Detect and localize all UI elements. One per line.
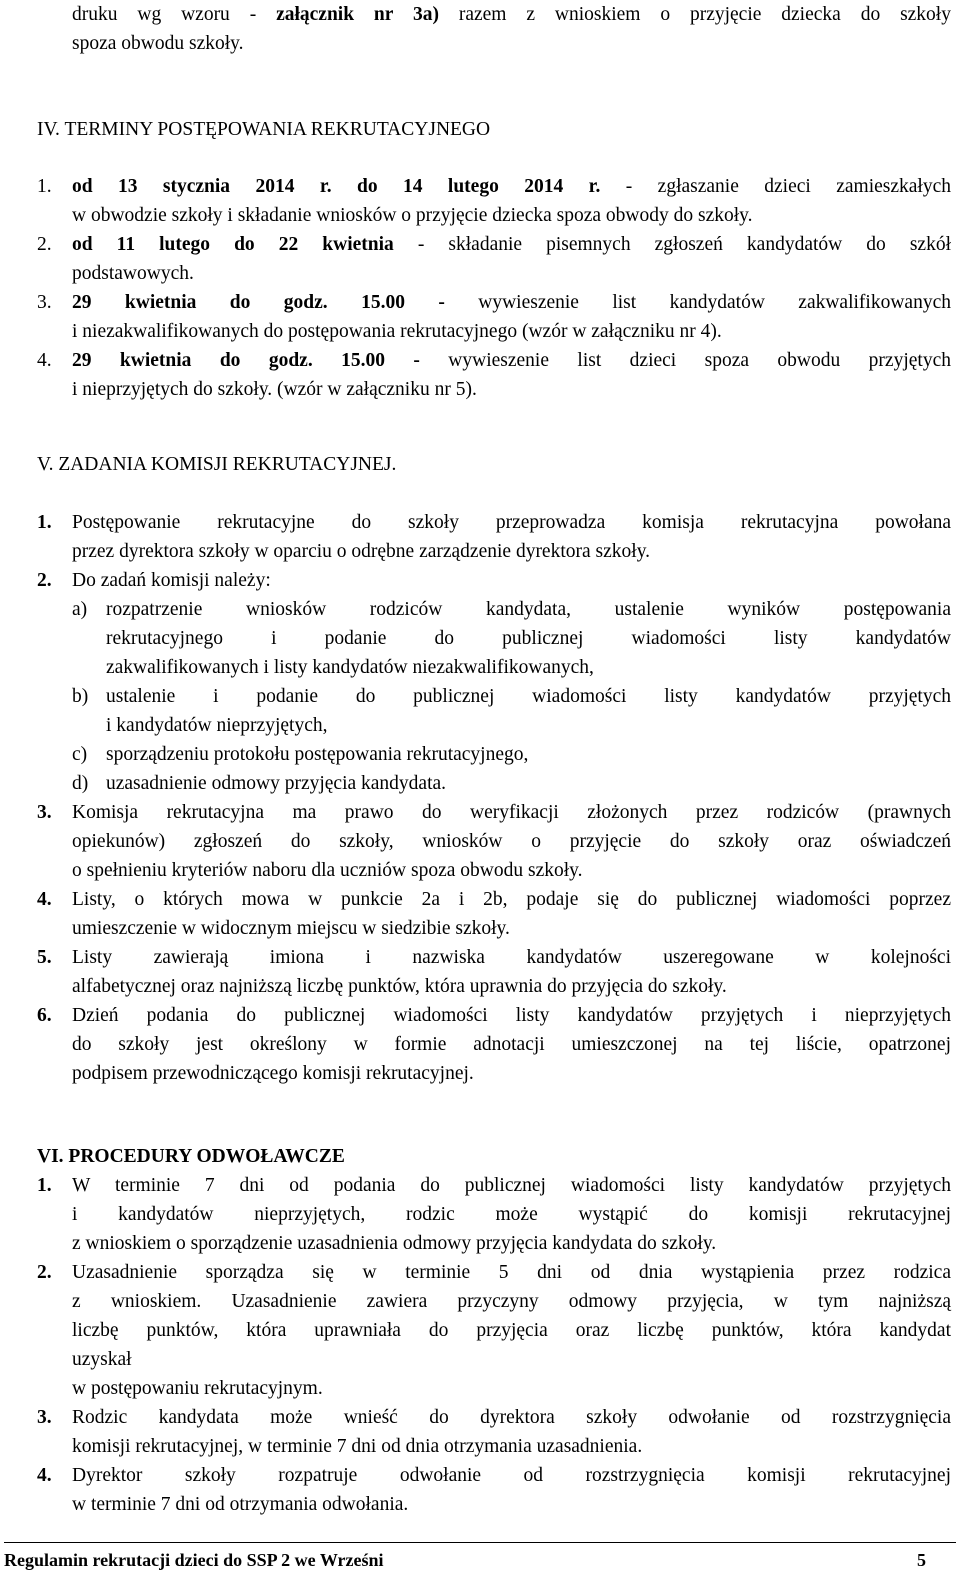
s5-item-3-line-1: Komisja rekrutacyjna ma prawo do weryfikacji złożonych przez rodziców (prawnych: [72, 802, 951, 823]
s5-item-5-line-1: Listy zawierają imiona i nazwiska kandydatów uszeregowane w kolejności: [72, 947, 951, 968]
page-number: 5: [917, 1550, 926, 1570]
s5-item-3-line-3: o spełnieniu kryteriów naboru dla uczniów spoza obwodu szkoły.: [72, 860, 583, 881]
intro-line-2: spoza obwodu szkoły.: [72, 33, 244, 54]
s6-item-3-line-2: komisji rekrutacyjnej, w terminie 7 dni od dnia otrzymania uzasadnienia.: [72, 1436, 643, 1457]
s4-item-3-line-1: 29 kwietnia do godz. 15.00 - wywieszenie list kandydatów zakwalifikowanych: [72, 292, 951, 313]
s5-sub-a-line-3: zakwalifikowanych i listy kandydatów niezakwalifikowanych,: [106, 657, 594, 678]
section-v-heading: V. ZADANIA KOMISJI REKRUTACYJNEJ.: [37, 454, 397, 475]
s5-item-5-line-2: alfabetycznej oraz najniższą liczbę punktów, która uprawnia do przyjęcia do szkoły.: [72, 976, 727, 997]
s6-item-3-line-1: Rodzic kandydata może wnieść do dyrektora szkoły odwołanie od rozstrzygnięcia: [72, 1407, 951, 1428]
s5-item-6-line-2: do szkoły jest określony w formie adnotacji umieszczonej na tej liście, opatrzonej: [72, 1034, 951, 1055]
s6-item-2-line-4: uzyskał: [72, 1349, 132, 1370]
section-vi-heading: VI. PROCEDURY ODWOŁAWCZE: [37, 1146, 345, 1167]
s6-item-2-line-2: z wnioskiem. Uzasadnienie zawiera przyczyny odmowy przyjęcia, w tym najniższą: [72, 1291, 951, 1312]
s5-sub-c-line-1: sporządzeniu protokołu postępowania rekrutacyjnego,: [106, 744, 529, 765]
s6-item-1-number: 1.: [37, 1175, 52, 1196]
s5-item-1-number: 1.: [37, 512, 52, 533]
s4-item-2-line-1: od 11 lutego do 22 kwietnia - składanie pisemnych zgłoszeń kandydatów do szkół: [72, 234, 951, 255]
s6-item-1-line-1: W terminie 7 dni od podania do publicznej wiadomości listy kandydatów przyjętych: [72, 1175, 951, 1196]
s4-item-4-line-2: i nieprzyjętych do szkoły. (wzór w załączniku nr 5).: [72, 379, 477, 400]
s6-item-3-number: 3.: [37, 1407, 52, 1428]
s6-item-2-line-3: liczbę punktów, która uprawniała do przyjęcia oraz liczbę punktów, która kandydat: [72, 1320, 951, 1341]
s5-sub-d-line-1: uzasadnienie odmowy przyjęcia kandydata.: [106, 773, 447, 794]
s5-sub-a-letter: a): [72, 599, 88, 620]
s6-item-2-number: 2.: [37, 1262, 52, 1283]
s5-item-2-line-1: Do zadań komisji należy:: [72, 570, 271, 591]
s4-item-1-line-1: od 13 stycznia 2014 r. do 14 lutego 2014 r. - zgłaszanie dzieci zamieszkałych: [72, 176, 952, 197]
s6-item-1-line-2: i kandydatów nieprzyjętych, rodzic może wystąpić do komisji rekrutacyjnej: [72, 1204, 951, 1225]
s5-item-2-number: 2.: [37, 570, 52, 591]
s4-item-3-line-2: i niezakwalifikowanych do postępowania rekrutacyjnego (wzór w załączniku nr 4).: [72, 321, 722, 342]
s4-item-2-line-2: podstawowych.: [72, 263, 194, 284]
s5-item-1-line-1: Postępowanie rekrutacyjne do szkoły przeprowadza komisja rekrutacyjna powołana: [72, 512, 951, 533]
s5-item-4-number: 4.: [37, 889, 52, 910]
s5-sub-b-line-2: i kandydatów nieprzyjętych,: [106, 715, 328, 736]
s5-item-4-line-2: umieszczenie w widocznym miejscu w siedzibie szkoły.: [72, 918, 510, 939]
s4-item-3-number: 3.: [37, 292, 52, 313]
s4-item-1-number: 1.: [37, 176, 52, 197]
s5-item-3-number: 3.: [37, 802, 52, 823]
s5-sub-a-line-1: rozpatrzenie wniosków rodziców kandydata, ustalenie wyników postępowania: [106, 599, 951, 620]
s5-sub-c-letter: c): [72, 744, 88, 765]
footer-divider: [4, 1542, 956, 1543]
s5-sub-a-line-2: rekrutacyjnego i podanie do publicznej wiadomości listy kandydatów: [106, 628, 951, 649]
s4-item-4-line-1: 29 kwietnia do godz. 15.00 - wywieszenie list dzieci spoza obwodu przyjętych: [72, 350, 951, 371]
s6-item-2-line-5: w postępowaniu rekrutacyjnym.: [72, 1378, 323, 1399]
s5-item-4-line-1: Listy, o których mowa w punkcie 2a i 2b, podaje się do publicznej wiadomości poprzez: [72, 889, 951, 910]
s4-item-1-line-2: w obwodzie szkoły i składanie wniosków o przyjęcie dziecka spoza obwody do szkoły.: [72, 205, 753, 226]
footer-title: Regulamin rekrutacji dzieci do SSP 2 we Wrześni: [4, 1550, 384, 1570]
intro-line-1: druku wg wzoru - załącznik nr 3a) razem z wnioskiem o przyjęcie dziecka do szkoły: [72, 4, 951, 25]
s5-item-6-line-1: Dzień podania do publicznej wiadomości listy kandydatów przyjętych i nieprzyjętych: [72, 1005, 951, 1026]
s4-item-2-number: 2.: [37, 234, 52, 255]
s6-item-2-line-1: Uzasadnienie sporządza się w terminie 5 dni od dnia wystąpienia przez rodzica: [72, 1262, 951, 1283]
s5-item-1-line-2: przez dyrektora szkoły w oparciu o odrębne zarządzenie dyrektora szkoły.: [72, 541, 651, 562]
s5-sub-b-line-1: ustalenie i podanie do publicznej wiadomości listy kandydatów przyjętych: [106, 686, 951, 707]
s4-item-4-number: 4.: [37, 350, 52, 371]
s5-item-5-number: 5.: [37, 947, 52, 968]
s6-item-1-line-3: z wnioskiem o sporządzenie uzasadnienia odmowy przyjęcia kandydata do szkoły.: [72, 1233, 717, 1254]
section-iv-heading: IV. TERMINY POSTĘPOWANIA REKRUTACYJNEGO: [37, 119, 491, 140]
s5-sub-d-letter: d): [72, 773, 89, 794]
s5-item-6-line-3: podpisem przewodniczącego komisji rekrutacyjnej.: [72, 1063, 474, 1084]
s5-item-6-number: 6.: [37, 1005, 52, 1026]
s5-item-3-line-2: opiekunów) zgłoszeń do szkoły, wniosków o przyjęcie do szkoły oraz oświadczeń: [72, 831, 951, 852]
s6-item-4-number: 4.: [37, 1465, 52, 1486]
s5-sub-b-letter: b): [72, 686, 89, 707]
s6-item-4-line-2: w terminie 7 dni od otrzymania odwołania.: [72, 1494, 409, 1515]
s6-item-4-line-1: Dyrektor szkoły rozpatruje odwołanie od rozstrzygnięcia komisji rekrutacyjnej: [72, 1465, 951, 1486]
